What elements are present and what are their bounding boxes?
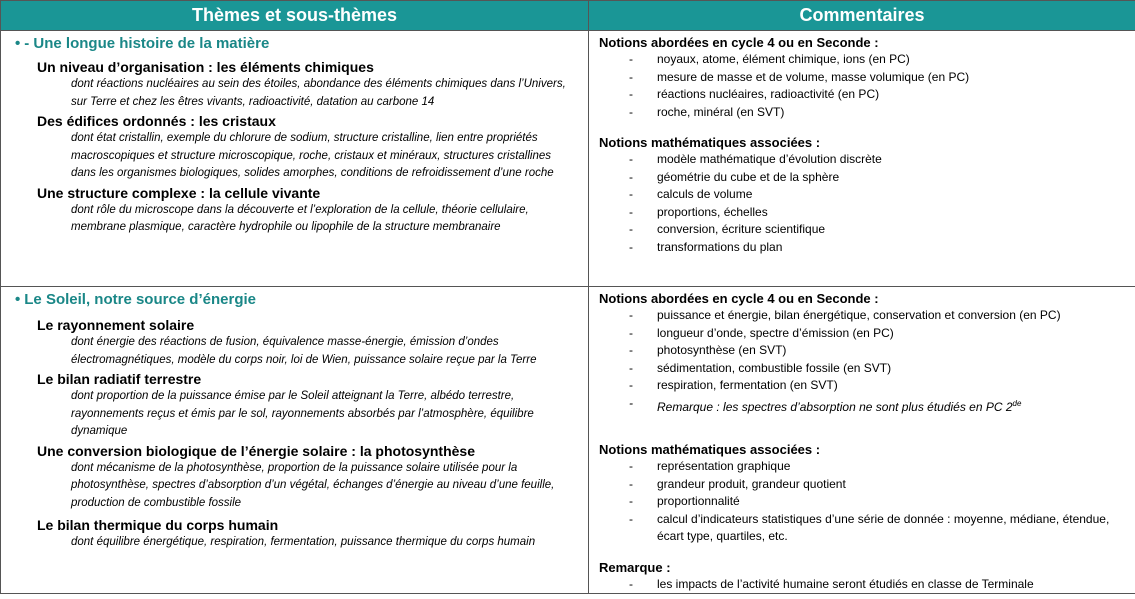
notions-list [589,307,1135,416]
subtheme-title: Le bilan thermique du corps humain [37,517,279,533]
comments-cell [589,287,1135,594]
header-row [1,1,1135,31]
themes-cell [1,287,589,594]
list-item: - géométrie du cube et de la sphère [589,169,1135,187]
subtheme-desc: dont réactions nucléaires au sein des étoiles, abondance des éléments chimiques dans l’Univers, sur Terre et chez les êtres vivants, radioactivité, datation au carbone 14 [71,78,566,108]
list-item: - transformations du plan [589,239,1135,257]
table-row [1,287,1135,594]
notions-list [589,51,1135,121]
table-row [1,31,1135,287]
list-item: - puissance et énergie, bilan énergétique, conservation et conversion (en PC) [589,307,1135,325]
math-list [589,151,1135,256]
list-item: - calculs de volume [589,186,1135,204]
math-title: Notions mathématiques associées : [599,135,821,150]
bullet-icon: • [15,291,21,308]
math-list [589,458,1135,546]
notions-title: Notions abordées en cycle 4 ou en Seconde : [599,35,879,50]
list-item: - modèle mathématique d’évolution discrète [589,151,1135,169]
subtheme-title: Une structure complexe : la cellule vivante [37,184,321,201]
notions-title: Notions abordées en cycle 4 ou en Seconde : [599,291,879,306]
remark-title: Remarque : [599,559,671,575]
comments-cell [589,31,1135,287]
theme-title: • Le Soleil, notre source d’énergie [15,291,256,308]
list-item: - proportionnalité [589,493,1135,511]
remark-list [589,576,1135,594]
subtheme-desc: dont mécanisme de la photosynthèse, proportion de la puissance solaire utilisée pour la photosynthèse, spectres d’absorption d’un végétal, échanges d’énergie au niveau d’une feuille, production de combustible fossile [71,461,555,509]
header-comments: Commentaires [589,1,1135,31]
subtheme-title: Un niveau d’organisation : les éléments chimiques [37,59,374,75]
list-item: - proportions, échelles [589,204,1135,222]
subtheme-desc: dont état cristallin, exemple du chlorure de sodium, structure cristalline, lien entre propriétés macroscopiques et structure microscopique, roche, cristaux et minéraux, structures cristallines dans les organismes biologiques, solides amorphes, conditions de refroidissement d’une roche [71,132,554,179]
themes-cell [1,31,589,287]
subtheme-desc: dont proportion de la puissance émise par le Soleil atteignant la Terre, albédo terrestre, rayonnements reçus et émis par le sol, rayonnements absorbés par l’atmosphère, équilibre dynamique [71,390,534,437]
subtheme-title: Des édifices ordonnés : les cristaux [37,113,276,129]
list-item: - représentation graphique [589,458,1135,476]
list-item: - photosynthèse (en SVT) [589,342,1135,360]
list-item: - mesure de masse et de volume, masse volumique (en PC) [589,69,1135,87]
list-item: - les impacts de l’activité humaine seront étudiés en classe de Terminale [589,576,1135,594]
subtheme-title: Une conversion biologique de l’énergie solaire : la photosynthèse [37,442,475,459]
list-item: - noyaux, atome, élément chimique, ions (en PC) [589,51,1135,69]
subtheme-title: Le bilan radiatif terrestre [37,371,202,387]
subtheme-desc: dont équilibre énergétique, respiration, fermentation, puissance thermique du corps humain [71,536,536,548]
math-title: Notions mathématiques associées : [599,442,821,457]
subtheme-desc: dont énergie des réactions de fusion, équivalence masse-énergie, émission d’ondes électromagnétiques, modèle du corps noir, loi de Wien, puissance solaire reçue par la Terre [71,336,537,366]
list-item: - Remarque : les spectres d’absorption ne sont plus étudiés en PC 2de [589,395,1135,417]
subtheme-desc: dont rôle du microscope dans la découverte et l’exploration de la cellule, théorie cellulaire, membrane plasmique, caractère hydrophile ou lipophile de la structure membranaire [71,203,529,233]
theme-title: • - Une longue histoire de la matière [15,35,270,52]
list-item: - longueur d’onde, spectre d’émission (en PC) [589,325,1135,343]
list-item: - réactions nucléaires, radioactivité (en PC) [589,86,1135,104]
list-item: - sédimentation, combustible fossile (en SVT) [589,360,1135,378]
list-item: - grandeur produit, grandeur quotient [589,476,1135,494]
list-item: - roche, minéral (en SVT) [589,104,1135,122]
header-themes: Thèmes et sous-thèmes [1,1,589,31]
bullet-icon: • [15,35,21,52]
list-item: - respiration, fermentation (en SVT) [589,377,1135,395]
list-item: - calcul d’indicateurs statistiques d’une série de donnée : moyenne, médiane, étendue, écart type, quartiles, etc. [589,511,1135,546]
list-item: - conversion, écriture scientifique [589,221,1135,239]
subtheme-title: Le rayonnement solaire [37,317,195,333]
